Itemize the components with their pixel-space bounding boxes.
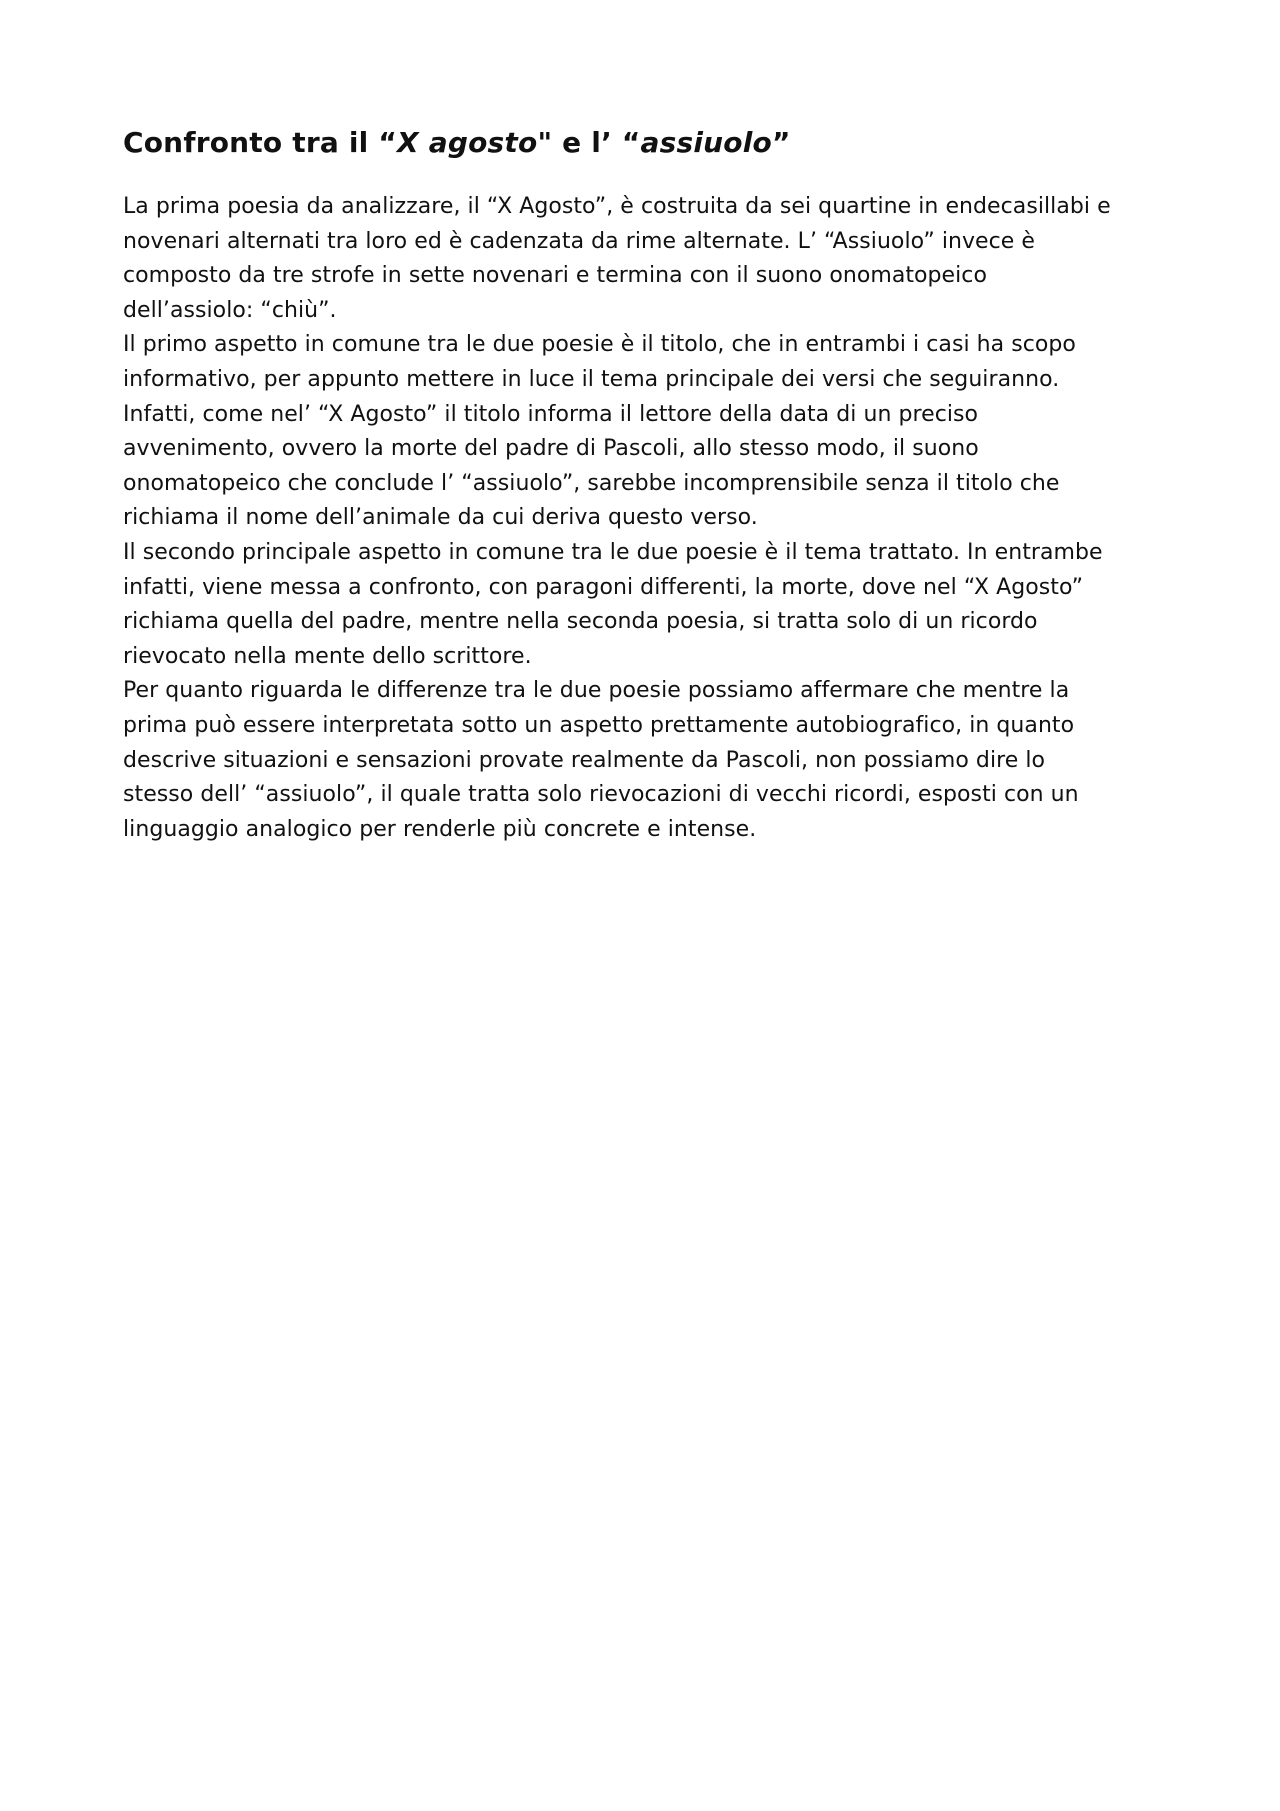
- title-italic-x-agosto: X agosto: [397, 126, 538, 159]
- text-line: informativo, per appunto mettere in luce il tema principale dei versi che seguiranno.: [123, 366, 1060, 392]
- text-line: Infatti, come nel’ “X Agosto” il titolo informa il lettore della data di un preciso: [123, 401, 979, 427]
- text-line: Per quanto riguarda le differenze tra le due poesie possiamo affermare che mentre la: [123, 678, 1070, 704]
- text-line: dell’assiolo: “chiù”.: [123, 297, 337, 323]
- text-line: onomatopeico che conclude l’ “assiuolo”, sarebbe incomprensibile senza il titolo che: [123, 470, 1060, 496]
- paragraph-2: [123, 328, 1163, 536]
- text-line: descrive situazioni e sensazioni provate realmente da Pascoli, non possiamo dire lo: [123, 747, 1046, 773]
- paragraph-1: [123, 190, 1163, 328]
- title-suffix: ”: [771, 126, 791, 159]
- text-line: La prima poesia da analizzare, il “X Agosto”, è costruita da sei quartine in endecasillabi e: [123, 194, 1111, 219]
- title-italic-assiuolo: assiuolo: [640, 126, 772, 159]
- text-line: linguaggio analogico per renderle più concrete e intense.: [123, 816, 757, 842]
- paragraph-4: [123, 674, 1163, 847]
- text-line: stesso dell’ “assiuolo”, il quale tratta solo rievocazioni di vecchi ricordi, esposti con un: [123, 782, 1079, 808]
- title-prefix: Confronto tra il “: [123, 126, 398, 159]
- text-line: Il secondo principale aspetto in comune tra le due poesie è il tema trattato. In entrambe: [123, 539, 1103, 565]
- text-line: prima può essere interpretata sotto un aspetto prettamente autobiografico, in quanto: [123, 712, 1075, 738]
- text-line: avvenimento, ovvero la morte del padre di Pascoli, allo stesso modo, il suono: [123, 436, 979, 462]
- text-line: infatti, viene messa a confronto, con paragoni differenti, la morte, dove nel “X Agosto”: [123, 574, 1084, 600]
- text-line: richiama quella del padre, mentre nella seconda poesia, si tratta solo di un ricordo: [123, 609, 1038, 635]
- document-content: [123, 124, 1163, 847]
- text-line: composto da tre strofe in sette novenari e termina con il suono onomatopeico: [123, 263, 987, 289]
- text-line: Il primo aspetto in comune tra le due poesie è il titolo, che in entrambi i casi ha scopo: [123, 332, 1076, 358]
- text-line: rievocato nella mente dello scrittore.: [123, 643, 532, 669]
- text-line: richiama il nome dell’animale da cui deriva questo verso.: [123, 505, 758, 531]
- text-line: novenari alternati tra loro ed è cadenzata da rime alternate. L’ “Assiuolo” invece è: [123, 228, 1035, 254]
- title-middle: " e l’ “: [537, 126, 641, 159]
- paragraph-3: [123, 536, 1163, 674]
- document-title: [123, 124, 1163, 162]
- document-body: [123, 190, 1163, 847]
